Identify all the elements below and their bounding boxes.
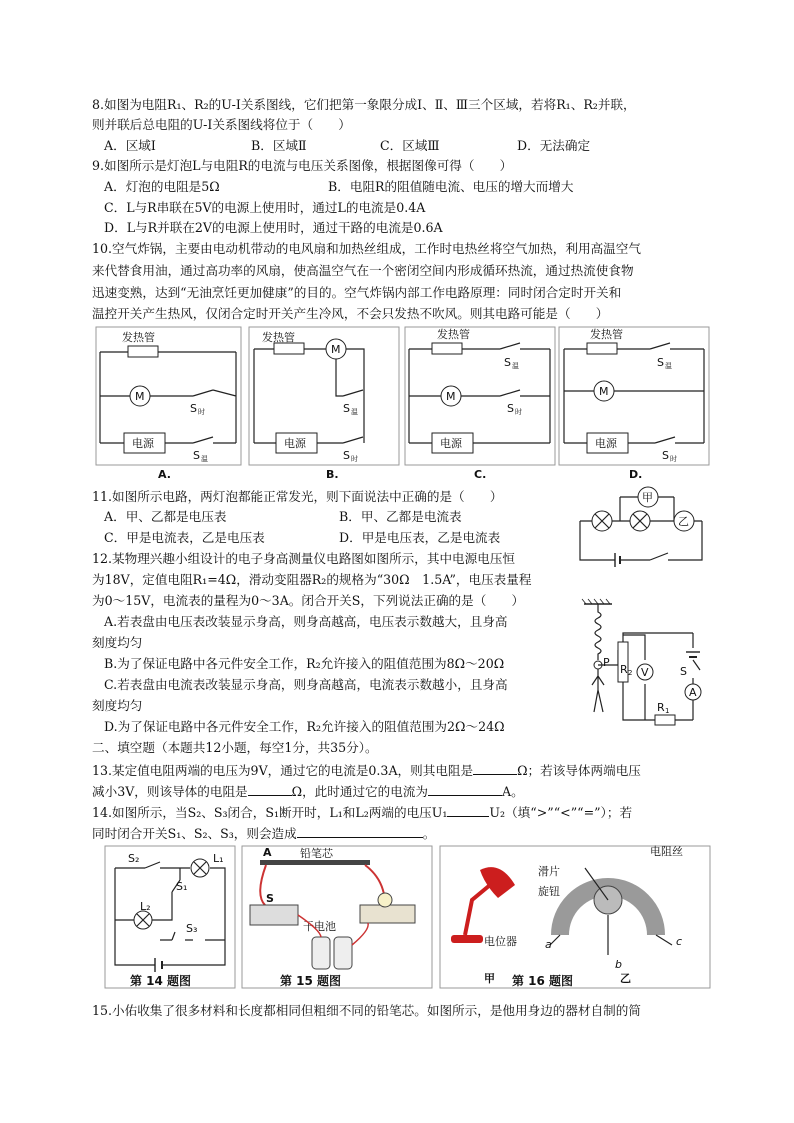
q9-option-b: B．电阻R的阻值随电流、电压的增大而增大	[328, 179, 574, 194]
circuit-b-motor-label: M	[331, 343, 341, 356]
svg-text:S: S	[193, 449, 200, 462]
circuit-d-heater-label: 发热管	[590, 328, 623, 341]
svg-text:S: S	[504, 356, 511, 369]
circuit-a-s-shi: 时	[198, 408, 205, 416]
svg-text:L₁: L₁	[213, 852, 224, 865]
circuit-b-power-label: 电源	[284, 437, 306, 450]
fig14-circuit	[105, 846, 235, 988]
q14-line1-b: U₂（填“>”“<”“=”）；若	[489, 805, 633, 820]
svg-text:b: b	[615, 958, 622, 971]
svg-text:L₂: L₂	[140, 900, 151, 913]
q12-option-a-line2: 刻度均匀	[92, 635, 143, 650]
circuit-a-label: A.	[158, 468, 171, 481]
q8-stem-line1: 8.如图为电阻R₁、R₂的U-I关系图线，它们把第一象限分成Ⅰ、Ⅱ、Ⅲ三个区域，若将R₁、R₂并联，	[92, 97, 636, 112]
fig16-apparatus	[440, 844, 710, 988]
circuit-c-motor-label: M	[446, 390, 456, 403]
circuit-c-s-wen: 温	[512, 362, 519, 370]
fig15-a-label: A	[263, 846, 272, 859]
q11-option-d: D．甲是电压表，乙是电流表	[339, 530, 501, 545]
q8-option-a: A．区域Ⅰ	[104, 138, 156, 153]
svg-text:S: S	[343, 402, 350, 415]
circuit-a-s-wen: 温	[201, 455, 208, 463]
circuit-b-s-shi: 时	[351, 455, 358, 463]
q11-option-c: C．甲是电流表，乙是电压表	[104, 530, 265, 545]
svg-text:P: P	[603, 656, 610, 669]
circuit-a-heater-label: 发热管	[122, 331, 155, 344]
svg-text:R: R	[657, 701, 665, 714]
fig15-pencil-label: 铅笔芯	[300, 847, 333, 860]
q12-option-c-line2: 刻度均匀	[92, 698, 143, 713]
svg-text:a: a	[545, 938, 552, 951]
circuit-b-heater-label: 发热管	[262, 331, 295, 344]
section2-heading: 二、填空题（本题共12小题，每空1分，共35分）。	[92, 740, 378, 755]
q15-line1: 15.小佑收集了很多材料和长度都相同但粗细不同的铅笔芯。如图所示，是他用身边的器材自制的简	[92, 1003, 641, 1018]
q12-option-d: D.为了保证电路中各元件安全工作，R₂允许接入的阻值范围为2Ω～24Ω	[104, 719, 505, 734]
fig16-caption: 第 16 题图	[512, 974, 574, 988]
q14-line2-a: 同时闭合开关S₁、S₂、S₃，则会造成	[92, 826, 297, 841]
circuit-c-heater-label: 发热管	[437, 328, 470, 341]
circuit-a-motor-label: M	[135, 390, 145, 403]
fig15-s-label: S	[266, 892, 274, 905]
q13-line2-a: 减小3V，则该导体的电阻是	[92, 784, 248, 799]
q10-line3: 迅速变熟，达到“无油烹饪更加健康”的目的。空气炸锅内部工作电路原理：同时闭合定时开关和	[92, 285, 622, 300]
svg-text:1: 1	[665, 707, 670, 715]
svg-text:2: 2	[628, 669, 633, 677]
circuit-b-label: B.	[326, 468, 339, 481]
svg-text:S: S	[190, 402, 197, 415]
fig16-slider-label: 滑片	[538, 865, 560, 878]
fig14-caption: 第 14 题图	[130, 974, 192, 988]
q13-line2-b: Ω，此时通过它的电流为	[291, 784, 429, 799]
q12-option-b: B.为了保证电路中各元件安全工作，R₂允许接入的阻值范围为8Ω～20Ω	[104, 656, 505, 671]
q8-option-b: B．区域Ⅱ	[251, 138, 307, 153]
svg-text:S: S	[657, 356, 664, 369]
q8-option-c: C．区域Ⅲ	[380, 138, 440, 153]
q10-line1: 10.空气炸锅，主要由电动机带动的电风扇和加热丝组成，工作时电热丝将空气加热，利用高温空气	[92, 241, 641, 256]
q11-yi-label: 乙	[678, 515, 689, 528]
circuit-c-label: C.	[474, 468, 487, 481]
q9-option-a: A．灯泡的电阻是5Ω	[104, 179, 220, 194]
svg-text:S: S	[343, 449, 350, 462]
q12-option-a-line1: A.若表盘由电压表改装显示身高，则身高越高，电压表示数越大，且身高	[104, 614, 508, 629]
q8-stem-line2: 则并联后总电阻的U-I关系图线将位于（ ）	[92, 117, 351, 132]
svg-text:S: S	[662, 449, 669, 462]
fig15-battery-label: 干电池	[303, 920, 336, 933]
svg-text:S₁: S₁	[176, 880, 188, 893]
q14-line1-a: 14.如图所示，当S₂、S₃闭合，S₁断开时，L₁和L₂两端的电压U₁	[92, 805, 448, 820]
q11-jia-label: 甲	[642, 491, 653, 504]
fig15-apparatus	[242, 846, 432, 988]
svg-text:S₃: S₃	[186, 922, 198, 935]
circuit-c-s-shi: 时	[515, 408, 522, 416]
svg-text:S₂: S₂	[128, 852, 140, 865]
circuit-b-s-wen: 温	[351, 408, 358, 416]
q13-line1-b: Ω；若该导体两端电压	[517, 763, 641, 778]
q12-line3: 为0～15V，电流表的量程为0～3A。闭合开关S，下列说法正确的是（ ）	[92, 593, 525, 608]
circuit-d-motor-label: M	[599, 385, 609, 398]
fig16-wire-label: 电阻丝	[650, 845, 683, 858]
svg-text:c: c	[676, 935, 683, 948]
q11-stem: 11.如图所示电路，两灯泡都能正常发光，则下面说法中正确的是（ ）	[92, 489, 503, 504]
q12-line1: 12.某物理兴趣小组设计的电子身高测量仪电路图如图所示，其中电源电压恒	[92, 551, 516, 566]
q13-line2-c: A。	[502, 784, 524, 799]
fig16-knob-label: 旋钮	[538, 885, 560, 898]
fig16-jia-label: 甲	[484, 972, 495, 985]
circuit-d-power-label: 电源	[595, 437, 617, 450]
q11-option-b: B．甲、乙都是电流表	[339, 509, 462, 524]
q13-line1-a: 13.某定值电阻两端的电压为9V，通过它的电流是0.3A，则其电阻是	[92, 763, 474, 778]
circuit-d-label: D.	[629, 468, 643, 481]
q12-option-c-line1: C.若表盘由电流表改装显示身高，则身高越高，电流表示数越小，且身高	[104, 677, 508, 692]
fig15-caption: 第 15 题图	[280, 974, 342, 988]
q10-line2: 来代替食用油，通过高功率的风扇，使高温空气在一个密闭空间内形成循环热流，通过热流使食物	[92, 263, 634, 278]
fig16-yi-label: 乙	[620, 972, 631, 985]
q14-line2-b: 。	[422, 826, 436, 841]
svg-text:R: R	[620, 663, 628, 676]
svg-text:S: S	[680, 665, 687, 678]
q9-option-c: C．L与R串联在5V的电源上使用时，通过L的电流是0.4A	[104, 200, 426, 215]
svg-text:V: V	[641, 666, 649, 679]
svg-text:S: S	[507, 402, 514, 415]
q11-option-a: A．甲、乙都是电压表	[104, 509, 227, 524]
circuit-d-s-shi: 时	[670, 455, 677, 463]
q12-line2: 为18V，定值电阻R₁=4Ω，滑动变阻器R₂的规格为“30Ω 1.5A”，电压表量程	[92, 572, 532, 587]
q9-option-d: D．L与R并联在2V的电源上使用时，通过干路的电流是0.6A	[104, 220, 443, 235]
q8-option-d: D．无法确定	[517, 138, 591, 153]
circuit-a-power-label: 电源	[132, 437, 154, 450]
q10-line4: 温控开关产生热风，仅闭合定时开关产生冷风，不会只发热不吹风。则其电路可能是（ ）	[92, 306, 609, 321]
circuit-c-power-label: 电源	[440, 437, 462, 450]
q9-stem: 9.如图所示是灯泡L与电阻R的电流与电压关系图像，根据图像可得（ ）	[92, 158, 513, 173]
circuit-d-s-wen: 温	[665, 362, 672, 370]
svg-text:A: A	[689, 686, 697, 699]
fig16-pot-label: 电位器	[484, 935, 517, 948]
